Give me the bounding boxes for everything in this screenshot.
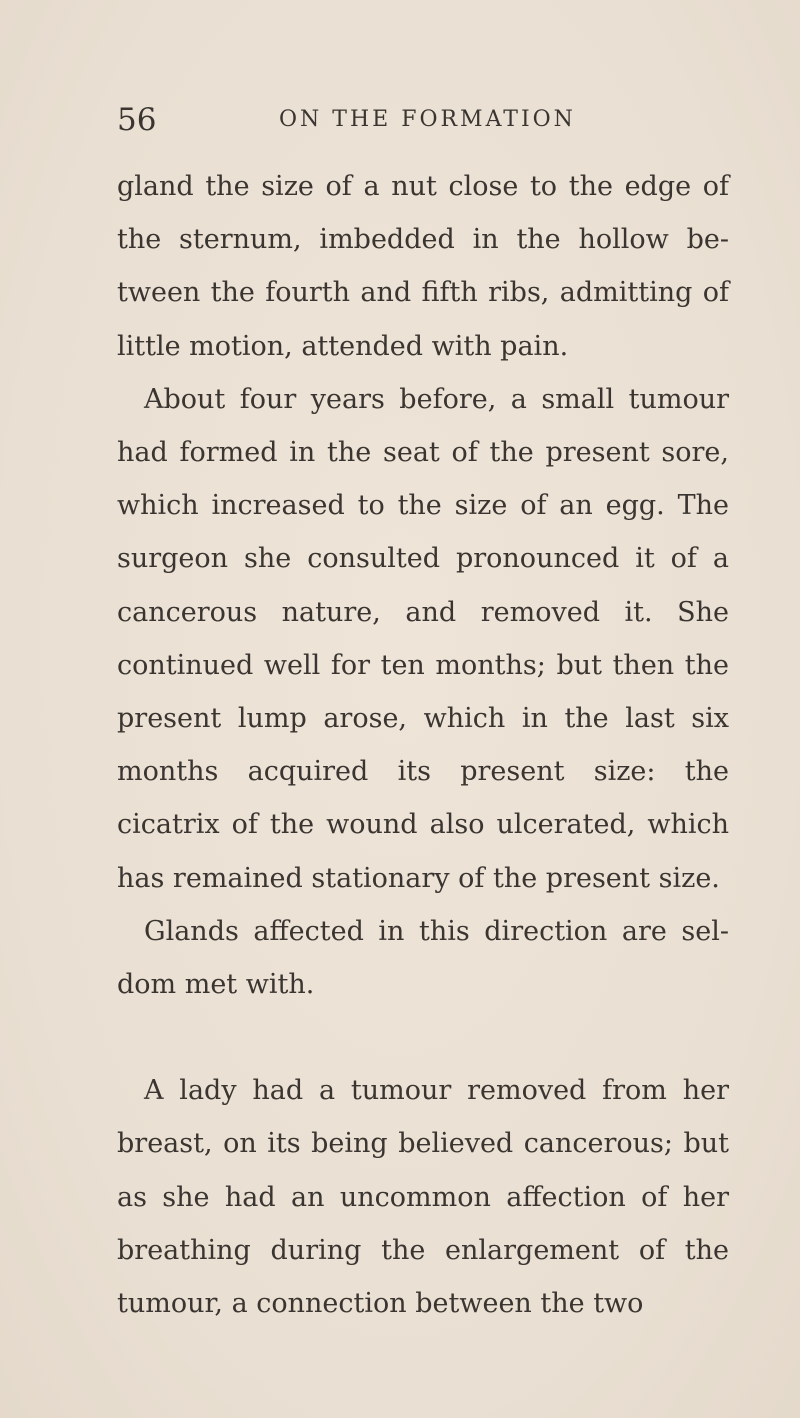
paragraph-3: Glands affected in this direction are sel-dom met with.: [117, 915, 729, 1001]
paragraph-2: About four years before, a small tumour had formed in the seat of the present sore, which increased to the size of an egg. The surgeon she consulted pronounced it of a cancerous nature, and removed it. She continued well for ten months; but then the present lump arose, which in the last six months acquired its present size: the cicatrix of the wound also ulcerated, which has remained stationary of the present size.: [117, 383, 729, 894]
paragraph-1: gland the size of a nut close to the edge of the sternum, imbedded in the hollow be-tween the fourth and fifth ribs, admitting of little motion, attended with pain.: [117, 171, 729, 362]
paragraph-4: A lady had a tumour removed from her breast, on its being believed cancerous; but as she had an uncommon affection of her breathing during the enlargement of the tumour, a connection between the two: [117, 1075, 729, 1320]
page-number: 56: [117, 102, 157, 138]
running-head: ON THE FORMATION: [279, 107, 576, 132]
page-header: [117, 100, 749, 140]
body-text: [117, 160, 729, 1330]
